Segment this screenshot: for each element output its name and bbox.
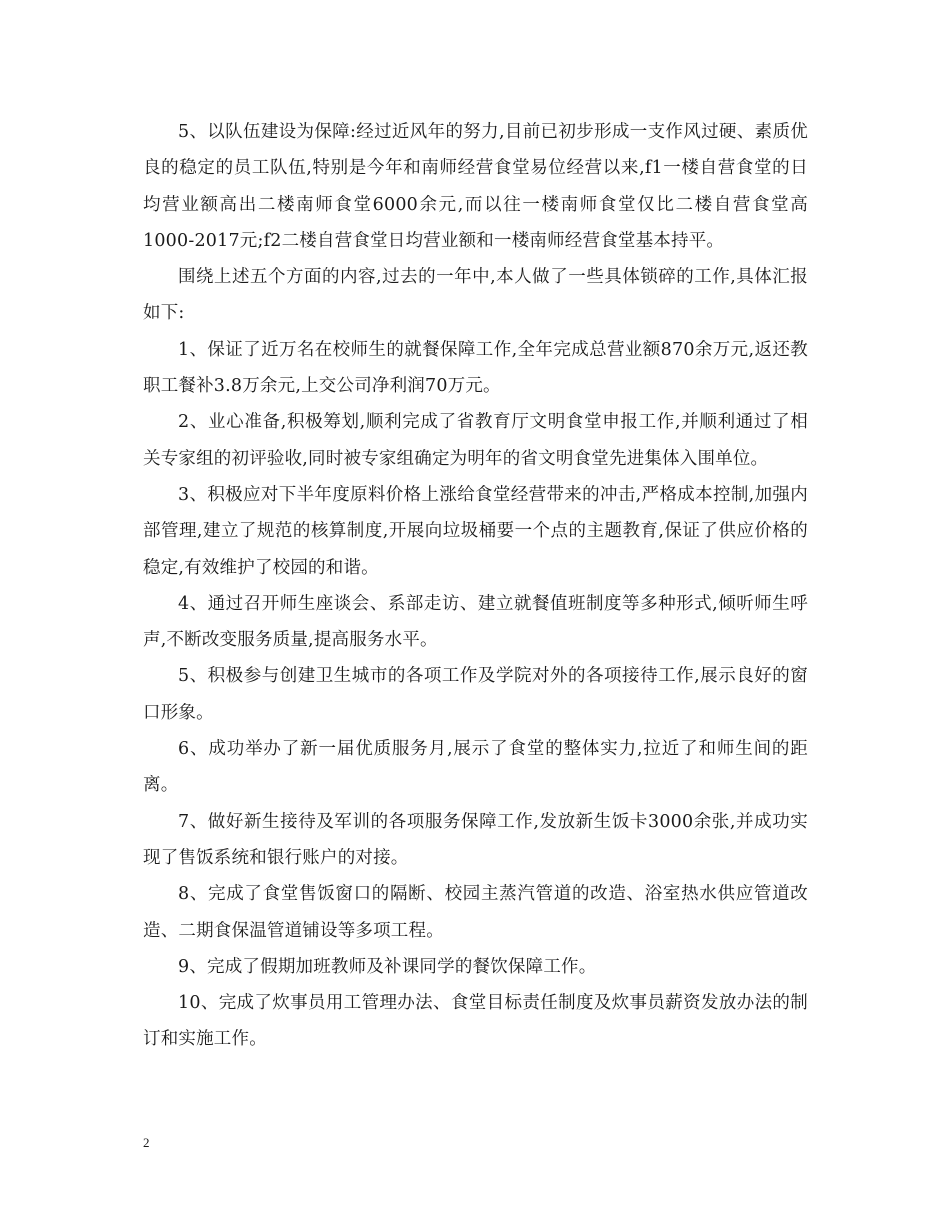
paragraph-item-6: 6、成功举办了新一届优质服务月,展示了食堂的整体实力,拉近了和师生间的距离。 — [143, 739, 808, 796]
paragraph-item-7: 7、做好新生接待及军训的各项服务保障工作,发放新生饭卡3000余张,并成功实现了售饭系统和银行账户的对接。 — [143, 811, 808, 868]
paragraph-item-4: 4、通过召开师生座谈会、系部走访、建立就餐值班制度等多种形式,倾听师生呼声,不断改变服务质量,提高服务水平。 — [143, 593, 808, 651]
paragraph-item-9: 9、完成了假期加班教师及补课同学的餐饮保障工作。 — [178, 956, 597, 977]
paragraph-item-8: 8、完成了食堂售饭窗口的隔断、校园主蒸汽管道的改造、浴室热水供应管道改造、二期食保温管道铺设等多项工程。 — [143, 884, 808, 941]
page-number: 2 — [143, 1135, 150, 1150]
paragraph-item-1: 1、保证了近万名在校师生的就餐保障工作,全年完成总营业额870余万元,返还教职工餐补3.8万余元,上交公司净利润70万元。 — [143, 339, 808, 397]
paragraph-item-2: 2、业心准备,积极筹划,顺利完成了省教育厅文明食堂申报工作,并顺利通过了相关专家组的初评验收,同时被专家组确定为明年的省文明食堂先进集体入围单位。 — [143, 412, 808, 469]
paragraph-summary-intro: 围绕上述五个方面的内容,过去的一年中,本人做了一些具体锁碎的工作,具体汇报如下: — [143, 267, 808, 324]
paragraph-item-5: 5、积极参与创建卫生城市的各项工作及学院对外的各项接待工作,展示良好的窗口形象。 — [143, 666, 808, 723]
document-body — [143, 114, 808, 1058]
paragraph-item-3: 3、积极应对下半年度原料价格上涨给食堂经营带来的冲击,严格成本控制,加强内部管理,建立了规范的核算制度,开展向垃圾桶要一个点的主题教育,保证了供应价格的稳定,有效维护了校园的和谐。 — [143, 484, 808, 578]
paragraph-team-building: 5、以队伍建设为保障:经过近风年的努力,目前已初步形成一支作风过硬、素质优良的稳定的员工队伍,特别是今年和南师经营食堂易位经营以来,f1一楼自营食堂的日均营业额高出二楼南师食堂6000余元,而以往一楼南师食堂仅比二楼自营食堂高1000-2017元;f2二楼自营食堂日均营业额和一楼南师经营食堂基本持平。 — [143, 122, 808, 251]
paragraph-item-10: 10、完成了炊事员用工管理办法、食堂目标责任制度及炊事员薪资发放办法的制订和实施工作。 — [143, 993, 808, 1050]
